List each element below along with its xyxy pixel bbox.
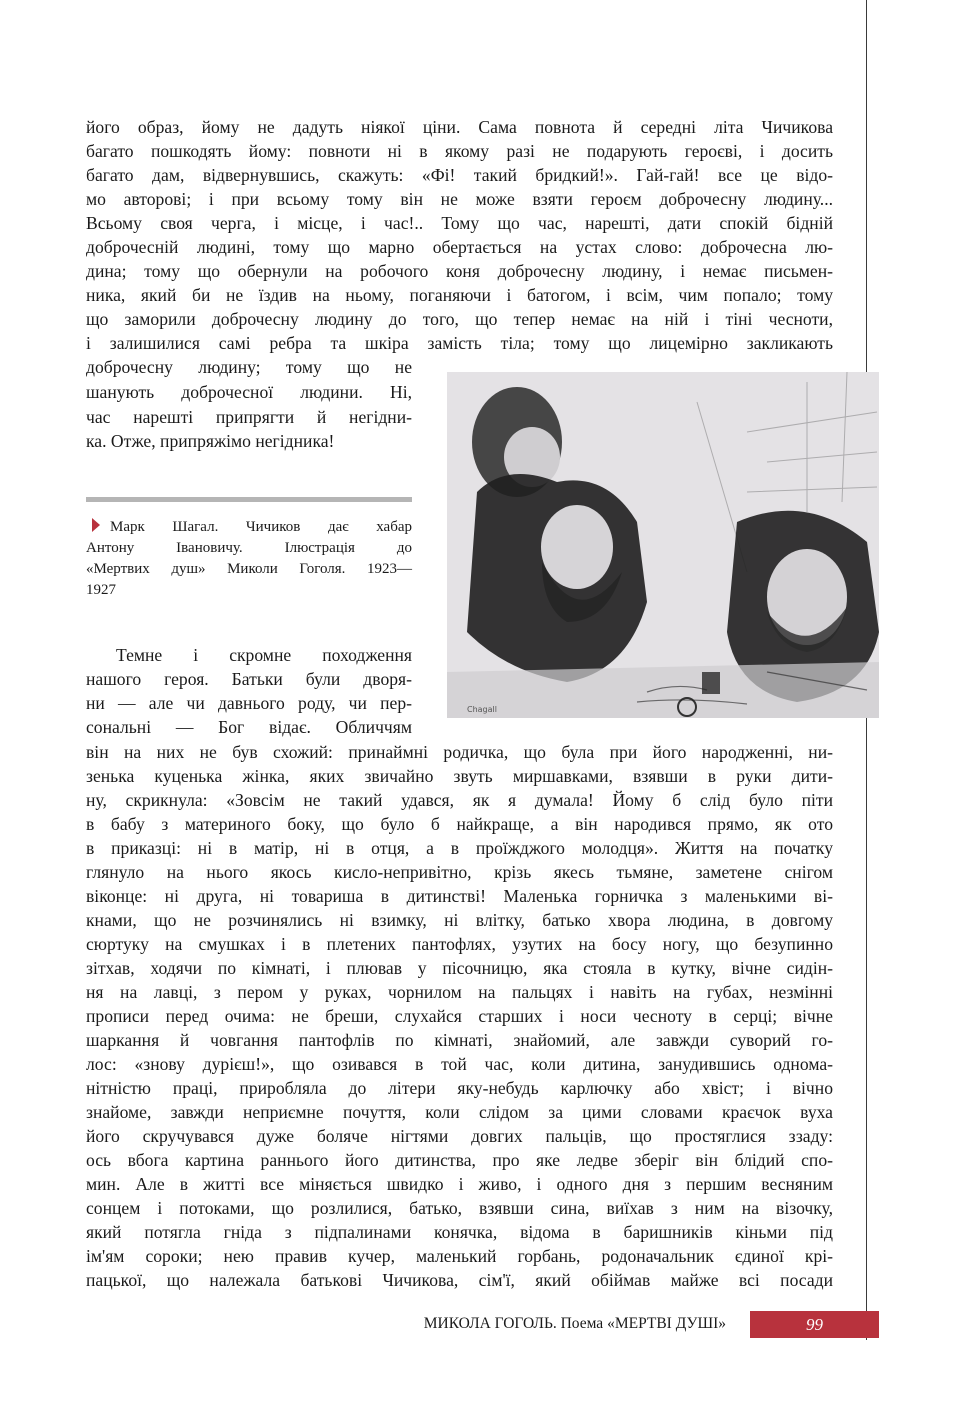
caption-line: «Мертвих душ» Миколи Гоголя. 1923— [86, 561, 412, 577]
text-line: доброчесній людині, тому що марно обертається на устах слово: доброчесна лю- [86, 237, 833, 257]
text-line: ось вбога картина раннього його дитинства, про яке ледве зберіг він блідий спо- [86, 1150, 833, 1170]
text-line: в приказці: ні в матір, ні в отця, а в проїжджого молодця». Життя на початку [86, 838, 833, 858]
text-line: лос: «знову дурієш!», що озивався в той час, коли дитина, занудившись однома- [86, 1054, 833, 1074]
text-line: зенька куценька жінка, яких звичайно звуть миршавками, взявши в руки дити- [86, 766, 833, 786]
text-line: нашого героя. Батьки були дворя- [86, 669, 412, 689]
text-line: зітхав, ходячи по кімнаті, і плював у пісочницю, яка стояла в кутку, вічне сидін- [86, 958, 833, 978]
text-line: пацької, що належала батькові Чичикова, сім'ї, який обіймав майже всі посади [86, 1270, 833, 1290]
text-line: віконце: ні друга, ні товариша в дитинстві! Маленька горничка з маленькими ві- [86, 886, 833, 906]
text-line: і залишилися самі ребра та шкіра замість тіла; тому що лицемірно закликають [86, 333, 833, 353]
text-line: Темне і скромне походження [116, 645, 412, 665]
chagall-illustration [447, 372, 879, 718]
text-line: в бабу з материного боку, що було б найкраще, а він народився прямо, як ото [86, 814, 833, 834]
text-line: нітністю праці, приробляла до літери яку-небудь карлючку або хвіст; і вічно [86, 1078, 833, 1098]
text-line: ни — але чи давнього роду, чи пер- [86, 693, 412, 713]
caption-rule [86, 497, 412, 502]
illustration-signature: Chagall [467, 705, 497, 714]
text-line: мо авторові; і при всьому тому він не може взяти героєм доброчесну людину... [86, 189, 833, 209]
running-title: МИКОЛА ГОГОЛЬ. Поема «МЕРТВІ ДУШІ» [423, 1315, 726, 1332]
text-line: багато пошкодять йому: повноти ні в якому разі не подарують героєві, і досить [86, 141, 833, 161]
text-line: сональні — Бог відає. Обличчям [86, 717, 412, 737]
text-line: знайоме, завжди неприємне почуття, коли слідом за цими словами краєчок вуха [86, 1102, 833, 1122]
caption-line: Антону Івановичу. Ілюстрація до [86, 540, 412, 556]
text-line: час нарешті припрягти й негідни- [86, 407, 412, 427]
text-line: сонцем і потоками, що розлилися, батько, взявши сина, виїхав з ним на візочку, [86, 1198, 833, 1218]
text-line: сюртуку на смушках і в плетених пантофлях, узутих на босу ногу, що безупинно [86, 934, 833, 954]
text-line: багато дам, відвернувшись, скажуть: «Фі! такий бридкий!». Гай-гай! все це відо- [86, 165, 833, 185]
caption-marker-icon [92, 518, 100, 532]
text-line: кнами, що не розчинялись ні взимку, ні влітку, батько хвора людина, в довгому [86, 910, 833, 930]
text-line: шаркання й човгання пантофлів по кімнаті, знайомий, але завжди суворий го- [86, 1030, 833, 1050]
text-line: Всьому своя черга, і місце, і час!.. Тому що час, нарешті, дати спокій бідній [86, 213, 833, 233]
text-line: ника, який би не їздив на ньому, поганяючи і батогом, і всім, чим попало; тому [86, 285, 833, 305]
text-line: ка. Отже, припряжімо негідника! [86, 431, 335, 451]
text-line: який потягла гніда з підпалинами конячка, відома в баришників кіньми під [86, 1222, 833, 1242]
page-number: 99 [750, 1311, 879, 1338]
text-line: прописи перед очима: не бреши, слухайся старших і носи чесноту в серці; вічне [86, 1006, 833, 1026]
text-line: мин. Але в житті все міняється швидко і живо, і одного дня з першим весняним [86, 1174, 833, 1194]
text-line: шанують доброчесної людини. Ні, [86, 382, 412, 402]
text-line: його образ, йому не дадуть ніякої ціни. Сама повнота й середні літа Чичикова [86, 117, 833, 137]
caption-line: Марк Шагал. Чичиков дає хабар [86, 518, 412, 537]
text-line: дина; тому що обернули на робочого коня доброчесну людину, і немає письмен- [86, 261, 833, 281]
text-line: його скручувався дуже боляче нігтями довгих пальців, що простяглися ззаду: [86, 1126, 833, 1146]
text-line: доброчесну людину; тому що не [86, 357, 412, 377]
text-line: він на них не був схожий: принаймні родичка, що була при його народженні, ни- [86, 742, 833, 762]
caption-line: 1927 [86, 582, 116, 598]
text-line: що заморили доброчесну людину до того, що тепер немає на ній і тіні чесноти, [86, 309, 833, 329]
text-line: ім'ям сороки; нею правив кучер, маленький горбань, родоначальник єдиної крі- [86, 1246, 833, 1266]
text-line: глянуло на нього якось кисло-непривітно, крізь якесь тьмяне, заметене снігом [86, 862, 833, 882]
text-line: ну, скрикнула: «Зовсім не такий удався, як я думала! Йому б слід було піти [86, 790, 833, 810]
text-line: ня на лавці, з пером у руках, чорнилом на пальцях і навіть на губах, незмінні [86, 982, 833, 1002]
